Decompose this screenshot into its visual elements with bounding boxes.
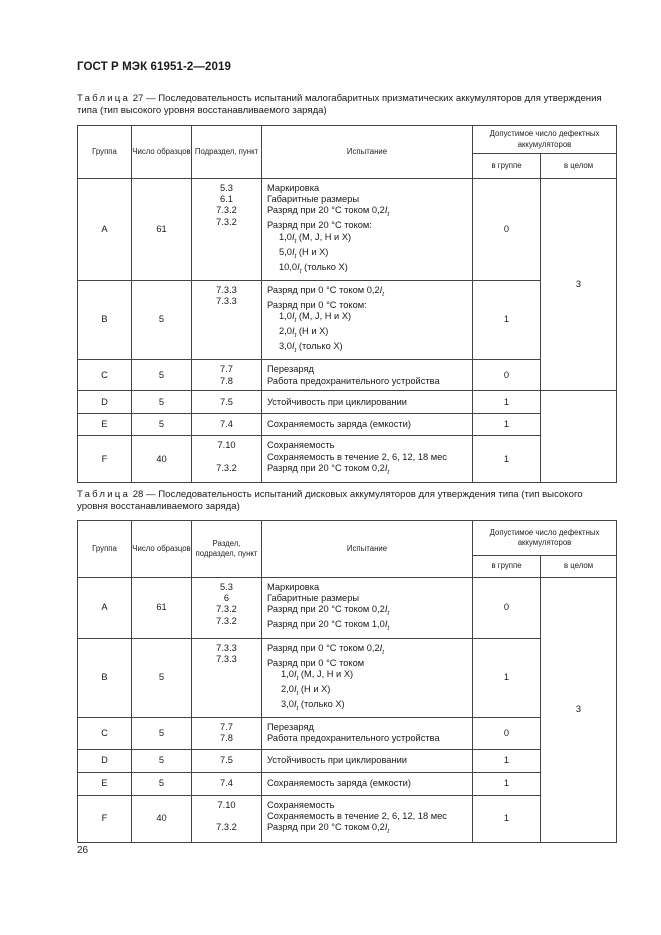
cell-samples: 61 bbox=[132, 578, 192, 639]
col-header-defects: Допустимое число дефектных аккумуляторов bbox=[473, 521, 617, 556]
caption-number: 28 bbox=[132, 489, 144, 500]
cell-samples: 5 bbox=[132, 280, 192, 359]
cell-tests: Разряд при 0 °С током $0,2I_t$ Разряд при 0 °С током: $1,0I_t$ (M, J, H и X) $2,0I_t$ (H и X) $3,0I_t$ (только X) bbox=[262, 280, 473, 359]
table-row bbox=[78, 179, 617, 281]
cell-samples: 5 bbox=[132, 360, 192, 391]
cell-samples: 40 bbox=[132, 795, 192, 842]
cell-clauses: 7.7 7.8 bbox=[192, 360, 262, 391]
cell-in-group: 1 bbox=[473, 391, 541, 414]
cell-in-group: 1 bbox=[473, 414, 541, 436]
cell-clauses: 7.4 bbox=[192, 414, 262, 436]
document-header: ГОСТ Р МЭК 61951-2—2019 bbox=[77, 61, 231, 73]
cell-group: C bbox=[78, 717, 132, 749]
cell-in-group: 0 bbox=[473, 578, 541, 639]
col-header-defects: Допустимое число дефектных аккумуляторов bbox=[473, 126, 617, 154]
cell-samples: 5 bbox=[132, 749, 192, 772]
cell-total-empty bbox=[541, 391, 617, 483]
table-row bbox=[78, 795, 617, 842]
cell-group: D bbox=[78, 749, 132, 772]
cell-clauses: 7.7 7.8 bbox=[192, 717, 262, 749]
cell-tests: Устойчивость при циклировании bbox=[262, 749, 473, 772]
cell-tests: Сохраняемость Сохраняемость в течение 2, 6, 12, 18 мес Разряд при 20 °С током $0,2I_t$ bbox=[262, 436, 473, 483]
cell-samples: 40 bbox=[132, 436, 192, 483]
col-header-total: в целом bbox=[541, 154, 617, 179]
cell-tests: Устойчивость при циклировании bbox=[262, 391, 473, 414]
cell-tests: Сохраняемость Сохраняемость в течение 2, 6, 12, 18 мес Разряд при 20 °С током $0,2I_t$ bbox=[262, 795, 473, 842]
table-row bbox=[78, 749, 617, 772]
caption-text: — Последовательность испытаний дисковых аккумуляторов для утверждения типа (тип высокого уровня восстанавливаемого заряда) bbox=[77, 489, 583, 512]
cell-clauses: 7.3.3 7.3.3 bbox=[192, 280, 262, 359]
cell-group: D bbox=[78, 391, 132, 414]
cell-in-group: 1 bbox=[473, 638, 541, 717]
cell-total: 3 bbox=[541, 578, 617, 843]
cell-samples: 5 bbox=[132, 772, 192, 795]
cell-in-group: 0 bbox=[473, 179, 541, 281]
table-row bbox=[78, 772, 617, 795]
cell-samples: 5 bbox=[132, 414, 192, 436]
caption-number: 27 bbox=[132, 93, 144, 104]
cell-group: B bbox=[78, 638, 132, 717]
col-header-total: в целом bbox=[541, 556, 617, 578]
cell-clauses: 7.10 7.3.2 bbox=[192, 795, 262, 842]
cell-in-group: 1 bbox=[473, 280, 541, 359]
col-header-test: Испытание bbox=[262, 126, 473, 179]
col-header-clause: Раздел, подраздел, пункт bbox=[192, 521, 262, 578]
page-number: 26 bbox=[77, 845, 89, 856]
cell-in-group: 0 bbox=[473, 717, 541, 749]
table-27-caption bbox=[77, 93, 615, 117]
table-row bbox=[78, 717, 617, 749]
cell-clauses: 5.3 6 7.3.2 7.3.2 bbox=[192, 578, 262, 639]
caption-word: Таблица bbox=[77, 93, 131, 104]
cell-tests: Перезаряд Работа предохранительного устройства bbox=[262, 360, 473, 391]
cell-clauses: 7.5 bbox=[192, 749, 262, 772]
table-row bbox=[78, 436, 617, 483]
caption-text: — Последовательность испытаний малогабаритных призматических аккумуляторов для утверждения типа (тип высокого уровня восстанавливаемого заряда) bbox=[77, 93, 602, 116]
table-27 bbox=[77, 125, 617, 483]
col-header-group: Группа bbox=[78, 521, 132, 578]
cell-group: B bbox=[78, 280, 132, 359]
table-row bbox=[78, 360, 617, 391]
cell-in-group: 1 bbox=[473, 436, 541, 483]
cell-tests: Сохраняемость заряда (емкости) bbox=[262, 772, 473, 795]
cell-samples: 5 bbox=[132, 717, 192, 749]
cell-in-group: 0 bbox=[473, 360, 541, 391]
cell-samples: 61 bbox=[132, 179, 192, 281]
col-header-test: Испытание bbox=[262, 521, 473, 578]
cell-group: F bbox=[78, 795, 132, 842]
cell-clauses: 7.3.3 7.3.3 bbox=[192, 638, 262, 717]
cell-tests: Сохраняемость заряда (емкости) bbox=[262, 414, 473, 436]
table-row bbox=[78, 638, 617, 717]
table-row bbox=[78, 391, 617, 414]
col-header-samples: Число образцов bbox=[132, 126, 192, 179]
cell-clauses: 5.3 6.1 7.3.2 7.3.2 bbox=[192, 179, 262, 281]
table-28 bbox=[77, 520, 617, 843]
cell-group: E bbox=[78, 414, 132, 436]
cell-samples: 5 bbox=[132, 638, 192, 717]
col-header-clause: Подраздел, пункт bbox=[192, 126, 262, 179]
col-header-samples: Число образцов bbox=[132, 521, 192, 578]
cell-samples: 5 bbox=[132, 391, 192, 414]
cell-tests: Маркировка Габаритные размеры Разряд при 20 °С током $0,2I_t$ Разряд при 20 °С током $1,0I_t$ bbox=[262, 578, 473, 639]
table-28-caption bbox=[77, 489, 615, 513]
cell-group: A bbox=[78, 578, 132, 639]
cell-tests: Разряд при 0 °С током $0,2I_t$ Разряд при 0 °С током $1,0I_t$ (M, J, H и X) $2,0I_t$ (H и X) $3,0I_t$ (только X) bbox=[262, 638, 473, 717]
table-row bbox=[78, 414, 617, 436]
cell-in-group: 1 bbox=[473, 749, 541, 772]
cell-clauses: 7.5 bbox=[192, 391, 262, 414]
cell-tests: Перезаряд Работа предохранительного устройства bbox=[262, 717, 473, 749]
col-header-in-group: в группе bbox=[473, 154, 541, 179]
col-header-group: Группа bbox=[78, 126, 132, 179]
cell-group: C bbox=[78, 360, 132, 391]
cell-group: F bbox=[78, 436, 132, 483]
cell-group: A bbox=[78, 179, 132, 281]
cell-in-group: 1 bbox=[473, 795, 541, 842]
cell-in-group: 1 bbox=[473, 772, 541, 795]
table-row bbox=[78, 578, 617, 639]
table-row bbox=[78, 280, 617, 359]
caption-word: Таблица bbox=[77, 489, 131, 500]
cell-clauses: 7.4 bbox=[192, 772, 262, 795]
col-header-in-group: в группе bbox=[473, 556, 541, 578]
cell-total: 3 bbox=[541, 179, 617, 391]
cell-group: E bbox=[78, 772, 132, 795]
cell-tests: Маркировка Габаритные размеры Разряд при 20 °С током $0,2I_t$ Разряд при 20 °С током: $1,0I_t$ (M, J, H и X) $5,0I_t$ (H и X) $10,0I_t$ (только X) bbox=[262, 179, 473, 281]
cell-clauses: 7.10 7.3.2 bbox=[192, 436, 262, 483]
